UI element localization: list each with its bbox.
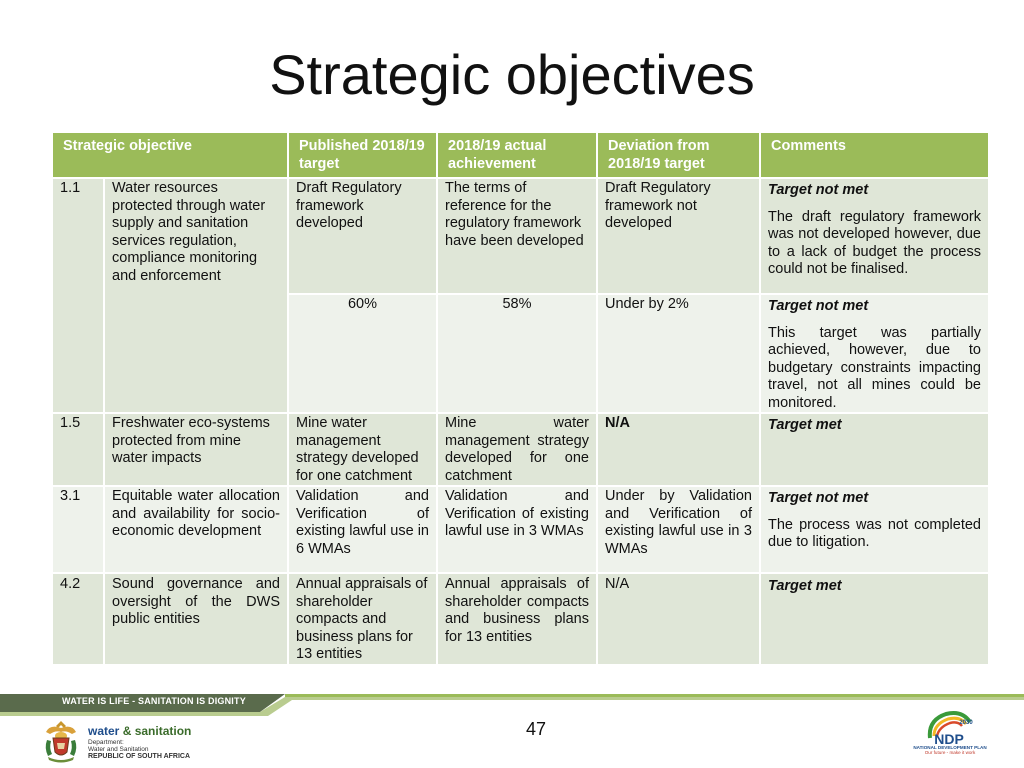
- svg-text:NDP: NDP: [934, 731, 964, 746]
- status-label: Target not met: [768, 490, 869, 506]
- footer-slogan: WATER IS LIFE - SANITATION IS DIGNITY: [62, 696, 246, 706]
- header-deviation: Deviation from 2018/19 target: [597, 132, 760, 178]
- achievement-cell: Mine water management strategy developed for one catchment: [437, 413, 597, 486]
- objective-text: Water resources protected through water supply and sanitation services regulation, compliance monitoring and enforcement: [104, 178, 288, 413]
- table-row: [52, 178, 989, 294]
- objective-number: 4.2: [52, 573, 104, 665]
- table-row: [52, 573, 989, 665]
- table-header-row: [52, 132, 989, 178]
- comment-text: This target was partially achieved, however, due to budgetary constraints impacting travel, not all mines could be monitored.: [768, 324, 981, 411]
- table-row: [52, 486, 989, 573]
- target-cell: Annual appraisals of shareholder compacts and business plans for 13 entities: [288, 573, 437, 665]
- target-cell: Validation and Verification of existing lawful use in 6 WMAs: [288, 486, 437, 573]
- svg-text:2030: 2030: [959, 720, 973, 726]
- status-label: Target not met: [768, 298, 869, 314]
- comment-cell: [760, 486, 989, 573]
- comment-cell: [760, 573, 989, 665]
- deviation-cell: N/A: [597, 573, 760, 665]
- target-cell: Draft Regulatory framework developed: [288, 178, 437, 294]
- coat-of-arms-logo: [38, 718, 84, 764]
- objective-number: 3.1: [52, 486, 104, 573]
- deviation-cell: Under by Validation and Verification of existing lawful use in 3 WMAs: [597, 486, 760, 573]
- objectives-table: [51, 131, 990, 666]
- status-label: Target met: [768, 578, 842, 594]
- department-text: Department: Water and Sanitation REPUBLIC OF SOUTH AFRICA: [88, 739, 191, 760]
- comment-cell: [760, 294, 989, 413]
- table-row: [52, 413, 989, 486]
- comment-text: The process was not completed due to litigation.: [768, 516, 981, 550]
- header-actual-achievement: 2018/19 actual achievement: [437, 132, 597, 178]
- header-published-target: Published 2018/19 target: [288, 132, 437, 178]
- objective-text: Equitable water allocation and availability for socio-economic development: [104, 486, 288, 573]
- comment-text: The draft regulatory framework was not developed however, due to a lack of budget the process could not be finalised.: [768, 208, 981, 277]
- objective-text: Freshwater eco-systems protected from mine water impacts: [104, 413, 288, 486]
- objective-number: 1.5: [52, 413, 104, 486]
- achievement-cell: 58%: [437, 294, 597, 413]
- achievement-cell: Annual appraisals of shareholder compacts and business plans for 13 entities: [437, 573, 597, 665]
- status-label: Target not met: [768, 182, 869, 198]
- deviation-cell: N/A: [597, 413, 760, 486]
- comment-cell: [760, 178, 989, 294]
- water-sanitation-wordmark: water & sanitation: [88, 724, 192, 738]
- header-strategic-objective: Strategic objective: [52, 132, 288, 178]
- ndp-caption: NATIONAL DEVELOPMENT PLAN Our future - make it work: [913, 745, 987, 755]
- comment-cell: [760, 413, 989, 486]
- objective-number: 1.1: [52, 178, 104, 413]
- target-cell: 60%: [288, 294, 437, 413]
- achievement-cell: Validation and Verification of existing lawful use in 3 WMAs: [437, 486, 597, 573]
- target-cell: Mine water management strategy developed for one catchment: [288, 413, 437, 486]
- deviation-cell: Draft Regulatory framework not developed: [597, 178, 760, 294]
- page-number: 47: [526, 719, 547, 739]
- objective-text: Sound governance and oversight of the DWS public entities: [104, 573, 288, 665]
- status-label: Target met: [768, 417, 842, 433]
- page-title: Strategic objectives: [269, 43, 755, 106]
- ndp-2030-logo: [922, 710, 978, 746]
- deviation-cell: Under by 2%: [597, 294, 760, 413]
- header-comments: Comments: [760, 132, 989, 178]
- achievement-cell: The terms of reference for the regulatory framework have been developed: [437, 178, 597, 294]
